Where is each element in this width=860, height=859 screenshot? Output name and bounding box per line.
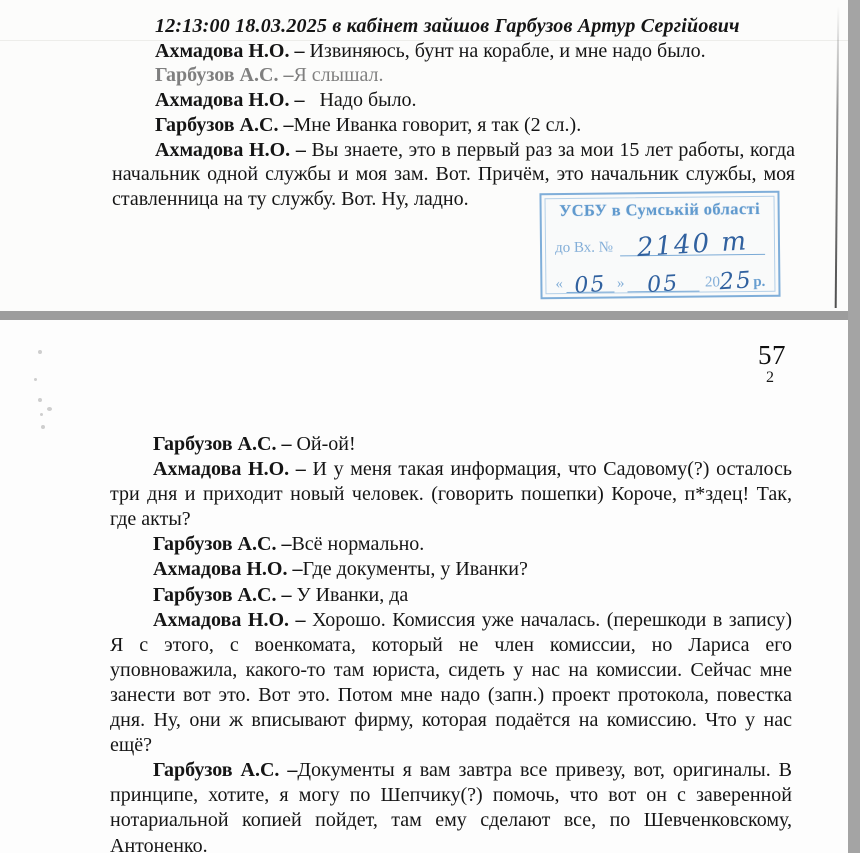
speaker-dash: – xyxy=(287,558,303,581)
speaker-name: Ахмадова Н.О. xyxy=(153,558,288,581)
scan-speckle xyxy=(38,398,42,402)
speaker-name: Гарбузов А.С. xyxy=(153,533,277,556)
stamp-month-line xyxy=(627,267,699,298)
dialogue-text: Надо было. xyxy=(319,89,417,112)
speaker-dash: – xyxy=(289,39,310,62)
speaker-dash: – xyxy=(276,583,297,606)
scan-speckle xyxy=(47,407,52,411)
stamp-field-label: до Вх. № xyxy=(554,239,614,257)
dialogue-text: Хорошо. Комиссия уже началась. (перешкоди в запису) Я с этого, с военкомата, который не член комиссии, но Лариса его уповноважила, какого-то там юриста, сидеть у нас на комиссии. Сейчас мне занести вот это. Вот это. Потом мне надо (запн.) проект протокола, повестка дня. Ну, они ж вписывают фирму, которая подаётся на комиссию. Что у нас ещё? xyxy=(110,608,793,757)
speaker-dash: – xyxy=(289,608,313,631)
dialogue-line xyxy=(110,457,792,532)
stamp-year xyxy=(704,265,766,296)
stamp-number-line xyxy=(620,226,765,264)
stamp-year-printed: 20 xyxy=(704,274,721,291)
stamp-date-month: 05 xyxy=(646,270,680,298)
stamp-day-line xyxy=(566,267,614,299)
dialogue-line xyxy=(112,39,795,64)
dialogue-line xyxy=(110,432,792,457)
dialogue-line xyxy=(112,113,795,138)
speaker-dash: – xyxy=(276,433,297,455)
page-number-sub: 2 xyxy=(766,369,774,386)
page2-transcript xyxy=(110,432,792,859)
speaker-dash: – xyxy=(279,759,298,782)
speaker-name: Гарбузов А.С. xyxy=(153,759,280,782)
dialogue-line xyxy=(110,532,792,557)
dialogue-line xyxy=(112,63,795,88)
page1-transcript xyxy=(112,14,795,212)
stamp-title: УСБУ в Сумській області xyxy=(559,198,761,221)
scan-speckle xyxy=(41,425,45,429)
dialogue-text: Где документы, у Иванки? xyxy=(302,558,528,581)
speaker-name: Ахмадова Н.О. xyxy=(153,608,290,631)
dialogue-text: Ой-ой! xyxy=(296,433,356,455)
stamp-year-suffix: р. xyxy=(753,273,766,291)
scan-edge-right xyxy=(848,0,860,853)
stamp-quote-open: « xyxy=(555,276,563,293)
page-separator xyxy=(0,311,860,320)
dialogue-text: Мне Иванка говорит, я так (2 сл.). xyxy=(293,113,582,136)
scan-speckle xyxy=(34,378,37,381)
stamp-year-handwritten: 25 xyxy=(718,267,754,296)
dialogue-text: Всё нормально. xyxy=(291,533,425,556)
stamp-entry-number: 2140 т xyxy=(636,226,749,264)
dialogue-text: И у меня такая информация, что Садовому(?) осталось три дня и приходит новый человек. (говорить пошепки) Короче, п*здец! Так, где акты? xyxy=(110,458,793,531)
speaker-dash: – xyxy=(278,64,294,87)
speaker-name: Ахмадова Н.О. xyxy=(153,458,290,481)
dialogue-text: Я слышал. xyxy=(293,64,384,87)
speaker-name: Гарбузов А.С. xyxy=(153,433,277,455)
dialogue-text: У Иванки, да xyxy=(296,583,409,606)
transcript-event-header: 12:13:00 18.03.2025 в кабінет зайшов Гарбузов Артур Сергійович xyxy=(155,15,740,37)
speaker-dash: – xyxy=(290,138,312,161)
speaker-name: Гарбузов А.С. xyxy=(153,583,277,606)
scan-speckle xyxy=(40,413,43,416)
speaker-dash: – xyxy=(289,458,313,481)
speaker-dash: – xyxy=(276,533,292,556)
stamp-quote-close: » xyxy=(616,275,625,292)
speaker-name: Ахмадова Н.О. xyxy=(155,138,291,161)
speaker-dash: – xyxy=(289,89,320,112)
stamp-date-day: 05 xyxy=(573,271,607,299)
speaker-name: Ахмадова Н.О. xyxy=(155,89,290,112)
dialogue-line xyxy=(110,557,792,582)
dialogue-text: Извиняюсь, бунт на корабле, и мне надо было. xyxy=(309,39,706,62)
page-number: 57 xyxy=(758,340,786,370)
registration-stamp xyxy=(539,191,780,300)
speaker-dash: – xyxy=(278,113,294,136)
scan-speckle xyxy=(38,350,42,354)
dialogue-text: Вы знаете, это в первый раз за мои 15 лет работы, когда начальник одной службы и моя зам. Вот. Причём, это начальник службы, моя ставленница на ту службу. Вот. Ну, ладно. xyxy=(112,138,796,210)
stamp-inner-border xyxy=(545,196,776,299)
speaker-name: Гарбузов А.С. xyxy=(155,64,279,87)
dialogue-line xyxy=(110,583,792,608)
dialogue-line xyxy=(110,758,792,858)
dialogue-text: Документы я вам завтра все привезу, вот, оригиналы. В принципе, хотите, я могу по Шепчику(?) помочь, что вот он с заверенной нотариальной копией пойдет, там ему сделают все, по Шевченковскому, Антоненко. xyxy=(110,759,793,857)
speaker-name: Ахмадова Н.О. xyxy=(155,39,290,62)
dialogue-line xyxy=(110,608,792,759)
speaker-name: Гарбузов А.С. xyxy=(155,113,279,136)
dialogue-line xyxy=(112,88,795,113)
